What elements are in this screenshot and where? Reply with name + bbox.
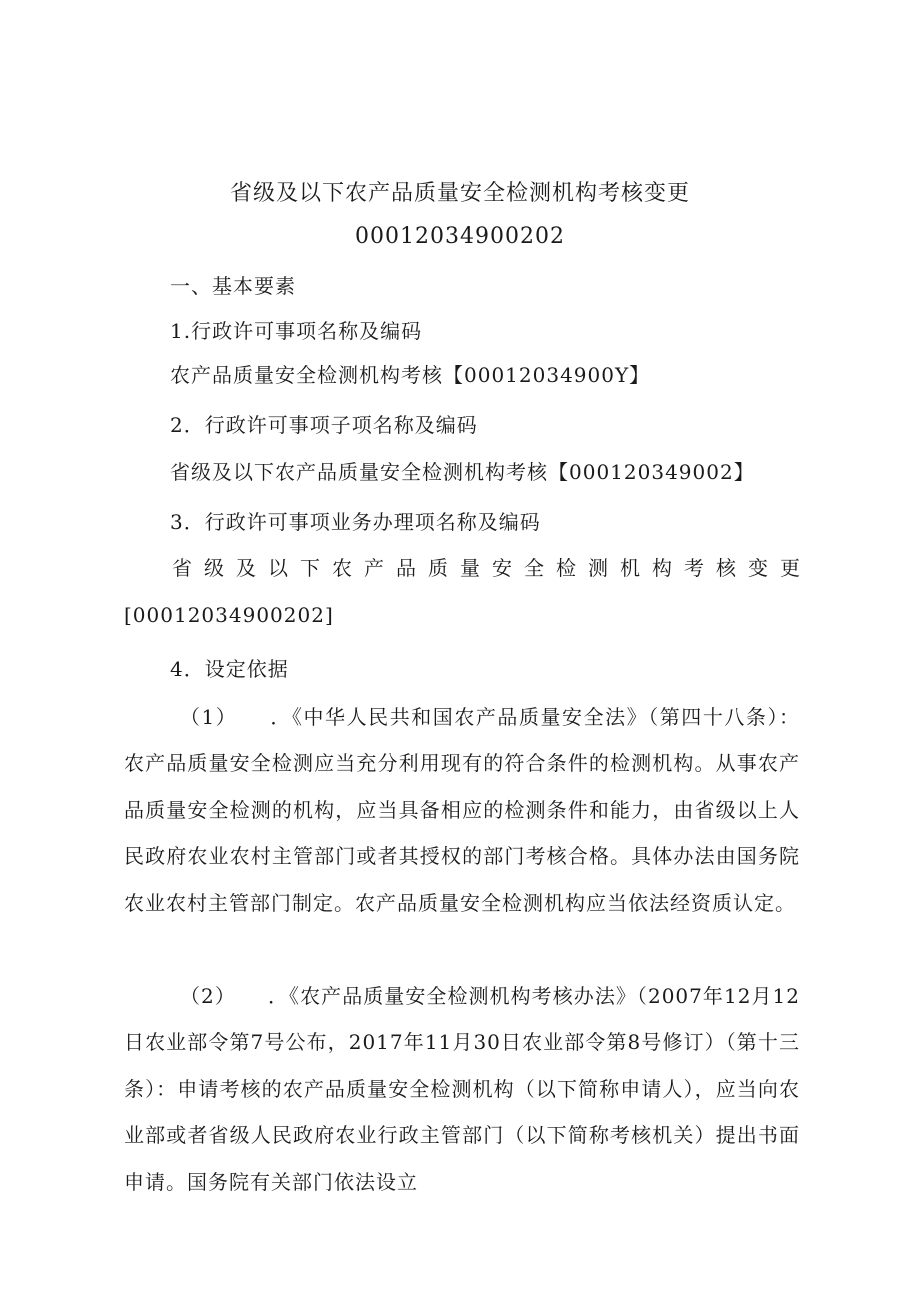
item-2-heading: 2．行政许可事项子项名称及编码 — [170, 413, 478, 437]
item-3-char: 机 — [620, 556, 640, 580]
item-3-char: 省 — [172, 556, 192, 580]
document-title: 省级及以下农产品质量安全检测机构考核变更 — [229, 181, 690, 206]
item-3-char: 全 — [524, 556, 544, 580]
item-1-value: 农产品质量安全检测机构考核【00012034900Y】 — [170, 363, 651, 387]
document-code: 00012034900202 — [355, 224, 565, 249]
legal-basis-2: （2） ．《农产品质量安全检测机构考核办法》（2007年12月12日农业部令第7号公布，2017年11月30日农业部令第8号修订）（第十三条）：申请考核的农产品质量安全检测机构（以下简称申请人），应当向农业部或者省级人民政府农业行政主管部门（以下简称考核机关）提出书面申请。国务院有关部门依法设立 — [124, 984, 800, 1194]
item-3-char: 安 — [492, 556, 512, 580]
item-3-char: 级 — [204, 556, 224, 580]
item-2-value: 省级及以下农产品质量安全检测机构考核【000120349002】 — [170, 460, 755, 484]
item-3-char: 考 — [684, 556, 704, 580]
item-3-code: [00012034900202] — [124, 603, 334, 627]
item-4-heading: 4．设定依据 — [170, 657, 289, 681]
item-3-char: 测 — [588, 556, 608, 580]
item-3-char: 检 — [556, 556, 576, 580]
item-3-char: 及 — [236, 556, 256, 580]
item-3-char: 更 — [780, 556, 800, 580]
item-3-char: 质 — [428, 556, 448, 580]
item-3-char: 农 — [332, 556, 352, 580]
item-3-char: 变 — [748, 556, 768, 580]
item-3-char: 核 — [716, 556, 736, 580]
item-3-heading: 3．行政许可事项业务办理项名称及编码 — [170, 510, 541, 534]
item-3-char: 量 — [460, 556, 480, 580]
item-3-char: 构 — [652, 556, 672, 580]
section-heading-basic-elements: 一、基本要素 — [170, 274, 296, 298]
legal-basis-1: （1） ．《中华人民共和国农产品质量安全法》（第四十八条）：农产品质量安全检测应当充分利用现有的符合条件的检测机构。从事农产品质量安全检测的机构，应当具备相应的检测条件和能力，由省级以上人民政府农业农村主管部门或者其授权的部门考核合格。具体办法由国务院农业农村主管部门制定。农产品质量安全检测机构应当依法经资质认定。 — [124, 705, 800, 915]
item-3-value — [172, 554, 800, 582]
item-3-char: 以 — [268, 556, 288, 580]
item-1-heading: 1.行政许可事项名称及编码 — [170, 319, 423, 343]
item-3-char: 产 — [364, 556, 384, 580]
item-3-char: 品 — [396, 556, 416, 580]
item-3-char: 下 — [300, 556, 320, 580]
